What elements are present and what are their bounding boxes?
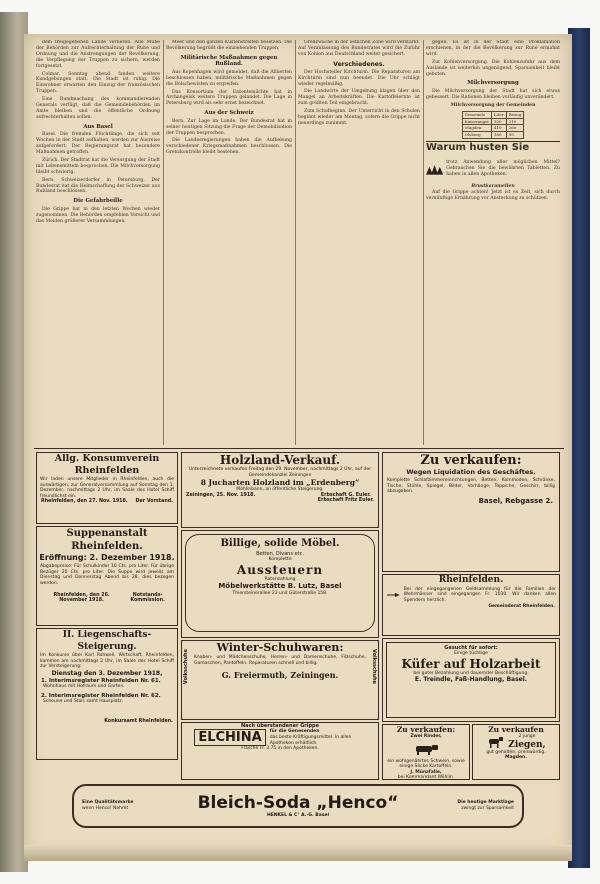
table-row — [462, 132, 524, 139]
ad-name: Magden. — [505, 755, 527, 761]
ad-date: Zeiningen, 25. Nov. 1918. — [186, 492, 256, 498]
ad-henco-banner — [72, 784, 524, 828]
ad-item: 1. Interimsregister Rheinfelden Nr. 61. — [41, 677, 161, 684]
table-cell: 320 — [491, 118, 506, 125]
ad-title: II. Liegenschafts-Steigerung. — [62, 630, 152, 652]
ad-item-text: Scheune und Stall, samt Hausplatz. — [43, 699, 124, 705]
ad-footer: bei Kommandant Wöhlin. — [397, 775, 455, 780]
ad-side-text: zwingt zur Sparsamkeit — [461, 806, 514, 811]
ad-text: Bei der eingegangenen Geldsammlung für die Familien der Wehrmänner sind eingegangen Fr. 1030. Wir danken allen Spendern herzlich. — [403, 586, 556, 603]
ad-liegenschafts-steigerung — [36, 628, 178, 760]
article-paragraph: Colmar. Sonntag abend fanden weitere Kundgebungen statt. Die Stadt ist ruhig. Die Einwohner erwarten den Einzug der französischen Truppen. — [36, 71, 160, 95]
ad-item-text: Wohnhaus mit Hofraum und Garten. — [43, 683, 125, 689]
table-cell: 410 — [491, 125, 506, 132]
ad-date: Dienstag den 3. Dezember 1918, — [51, 669, 163, 677]
ad-title: Rheinfelden. — [438, 575, 504, 585]
ad-item: 2. Interimsregister Rheinfelden Nr. 62. — [41, 693, 161, 700]
milk-table — [462, 111, 525, 140]
article-paragraph: gegen. Es ist in der Stadt eine Proklamation erschienen, in der die Bevölkerung zur Ruhe ermahnt wird. — [426, 40, 560, 57]
article-paragraph: dem freigegebenen Lande verlieren. Alle Mühe der Behörden zur Aufrechterhaltung der Ruhe und Ordnung und die Anstrengungen der Bevölkerung, die Verpflegung der Truppen zu sichern, werden fortgesetzt. — [36, 40, 160, 69]
article-paragraph: Zum Schulbeginn. Der Unterricht in den Schulen beginnt wieder am Montag, sofern die Grippe nicht neuerdings zunimmt. — [298, 109, 420, 126]
article-paragraph: Auf die Grippe achten! Jetzt ist es Zeit, sich durch vernünftige Ernährung vor Ansteckung zu schützen. — [426, 190, 560, 202]
ad-name: J. Münzfalle, — [410, 769, 442, 775]
ad-text: Abgabepreise: Für Schulkinder 10 Cts. pro Liter. Für übrige Bezüger 20 Cts. pro Liter. Die Suppe wird jeweils am Dienstag und Donnerstag Abend bis 28. dies bezogen werden. — [40, 564, 174, 586]
ad-headline: Gesucht für sofort: — [444, 645, 498, 651]
ad-holzland-verkauf — [181, 452, 379, 528]
article-paragraph: Grenzwache in der östlichen Zone wird verstärkt. Auf Veranlassung des Bundesrates wird die Zufuhr von Kohlen aus Deutschland weiter gesichert. — [298, 40, 420, 57]
ad-rinder — [382, 724, 470, 780]
ad-signature: Der Vorstand. — [135, 499, 173, 505]
ad-signature: Notstands-Kommission. — [130, 593, 165, 604]
table-header-cell: Gemeinde — [462, 111, 491, 118]
ad-text: gut gehalten, preiswürdig. — [486, 749, 546, 755]
ad-subtitle: Eröffnung: 2. Dezember 1918. — [39, 553, 175, 562]
ad-side-label: Volksschuhe — [371, 649, 377, 685]
table-header-cell: Liter — [491, 111, 506, 118]
ad-text: Wir laden unsere Mitglieder in Rheinfelden, auch die auswärtigen, zur Generalversammlung auf Sonntag den 1. Dezember, nachmittags 2 Uhr, im Saale des Hotel Schiff freundlichst ein. — [40, 477, 174, 499]
ad-line: Komplette — [268, 557, 292, 563]
article-paragraph: Aus Kopenhagen wird gemeldet, daß die Alliierten beschlossen haben, militärische Maßnahmen gegen die Bolschewisten zu ergreifen. — [166, 69, 292, 87]
table-row — [462, 125, 524, 132]
ad-headline: Nach überstandener Grippe — [240, 723, 320, 729]
table-cell: 95 — [506, 132, 524, 139]
ad-subhead: 2 junge — [518, 734, 536, 739]
ad-title: Allg. Konsumverein Rheinfelden — [54, 453, 160, 476]
ad-elchina — [181, 722, 379, 780]
column-rule — [163, 40, 164, 445]
ad-subtext: Möhlinbann, an öffentliche Steigerung. — [236, 487, 324, 493]
ad-side-text: wenn Henco! Nehmt — [82, 806, 129, 811]
ad-signature: Erbschaft Fritz Euler. — [317, 497, 374, 503]
ad-subtitle: Wegen Liquidation des Geschäftes. — [406, 468, 536, 476]
ad-signature: Konkursamt Rheinfelden. — [104, 718, 173, 724]
cough-ad-brand: Brustkaramellen — [471, 184, 515, 190]
ad-text: Komplette Schlafzimmereinrichtungen, Betten, Kommoden, Schränke, Tische, Stühle, Spiegel, Bilder, Vorhänge, Teppiche, Geschirr, billig abzugeben. — [387, 478, 555, 495]
ad-headline: Ziegen, — [508, 739, 546, 750]
cough-ad-text: trotz Anwendung aller möglichen Mittel? Gebrauchen Sie die bewährten Tabletten. Zu haben in allen Apotheken. — [446, 160, 560, 178]
ad-title: Winter-Schuhwaren: — [216, 641, 344, 654]
article-heading: Aus Basel — [83, 123, 113, 130]
ad-company: G. Freiermuth, Zeiningen. — [221, 670, 339, 681]
article-paragraph: Die Landesregierungen haben die Aufhebung verschiedener Kriegsmaßnahmen beschlossen. Die Grenzkontrolle bleibt bestehen. — [166, 138, 292, 156]
ad-signature: Gemeinderat Rheinfelden. — [488, 604, 555, 609]
ad-winter-schuhwaren — [181, 640, 379, 720]
brand-mountains-icon — [426, 154, 443, 184]
article-paragraph: Meer und den ganzen Küstenstreifen besetzen. Die Bevölkerung begrüßt die einziehenden Truppen. — [166, 40, 292, 51]
ad-text: Knaben- und Mädchenschuhe, Herren- und Damenschuhe, Filzschuhe, Gamaschen, Pantoffeln. Reparaturen schnell und billig. — [194, 655, 366, 666]
ad-title: Zu verkaufen: — [420, 453, 522, 468]
table-cell: 260 — [506, 125, 524, 132]
article-heading: Verschiedenes. — [333, 60, 385, 68]
table-cell: 180 — [491, 132, 506, 139]
table-cell: 210 — [506, 118, 524, 125]
table-row — [462, 118, 524, 125]
article-paragraph: Zürich. Der Stadtrat hat die Versorgung der Stadt mit Lebensmitteln besprochen. Die Milchversorgung bleibt schwierig. — [36, 157, 160, 175]
column-rule — [423, 40, 424, 445]
ad-line: Betten, Divans etc. — [256, 551, 304, 557]
article-heading: Die Gefahrbeille — [73, 198, 123, 205]
ad-rheinfelden-sammlung — [382, 574, 560, 636]
ad-side-text: Eine Qualitätsmarke — [82, 800, 134, 806]
pointing-hand-icon — [386, 586, 401, 604]
goat-icon — [486, 735, 506, 749]
ad-line: Ratenzahlung — [264, 576, 296, 582]
article-paragraph: Die Grippe hat in den letzten Wochen wieder zugenommen. Die Behörden empfehlen Vorsicht und das Meiden größerer Versammlungen. — [36, 206, 160, 224]
ad-title: Suppenanstalt Rheinfelden. — [66, 528, 148, 552]
ad-ziegen — [472, 724, 560, 780]
ad-subhead: für die Genesenden — [269, 729, 320, 735]
ad-title: Küfer auf Holzarbeit — [401, 656, 541, 671]
ad-subhead: Einige tüchtige — [454, 651, 488, 657]
ad-subhead: Zwei Rinder, — [410, 734, 442, 739]
ad-address: Basel, Rebgasse 2. — [478, 496, 553, 505]
ad-price: Flasche Fr. 3.75 in den Apotheken. — [241, 746, 319, 752]
table-cell: Olsberg — [462, 132, 491, 139]
ad-text: ein wohlgenährtes Schwein, sowie einige Säcke Kartoffeln. — [387, 758, 465, 770]
article-column-4 — [426, 40, 560, 445]
ad-signature: Erbschaft G. Euler. — [320, 492, 371, 498]
article-paragraph: Zur Kohlenversorgung. Die Kohlenzufuhr aus dem Auslande ist weiterhin ungenügend. Sparsamkeit bleibt geboten. — [426, 59, 560, 77]
ad-text: das beste Kräftigungsmittel. In allen Apotheken erhältlich. — [269, 734, 352, 746]
ad-side-label: Volksschuhe — [183, 649, 189, 685]
table-cell: Kaiseraugst — [462, 118, 491, 125]
ad-date: Rheinfelden, den 27. Nov. 1918. — [41, 499, 128, 505]
article-heading: Milchversorgung — [467, 80, 519, 87]
page-bottom-edge — [24, 845, 572, 861]
table-cell: Magden — [462, 125, 491, 132]
ad-headline: 8 Jucharten Holzland im „Erdenberg“ — [200, 478, 360, 488]
ad-title: Zu verkaufen: — [396, 725, 456, 734]
ad-title: Billige, solide Möbel. — [220, 538, 340, 549]
ad-suppenanstalt — [36, 526, 178, 626]
ad-brand: Bleich-Soda „Henco“ — [197, 793, 399, 814]
article-column-3 — [298, 40, 420, 445]
article-heading: Militärische Maßnahmen gegen Rußland. — [180, 54, 278, 68]
ad-text: bei guter Bezahlung und dauernder Beschäftigung. — [413, 670, 529, 676]
ad-title: Zu verkaufen — [488, 725, 544, 734]
article-paragraph: Der Hochsteiler Kirchturm. Die Reparaturen am Kirchturm sind nun beendet. Die Uhr schlägt wieder regelmäßig. — [298, 69, 420, 87]
table-title: Milchversorgung der Gemeinden — [450, 102, 536, 108]
ad-brand: ELCHINA — [194, 729, 265, 746]
ad-zu-verkaufen-liquidation — [382, 452, 560, 572]
table-row — [462, 111, 524, 118]
ad-company: E. Treindle, Faß-Handlung, Basel. — [414, 676, 528, 684]
ad-headline: Aussteuern — [236, 562, 324, 577]
ad-konsumverein — [36, 452, 178, 524]
ad-date: Rheinfelden, den 26. November 1918. — [53, 593, 110, 604]
ad-company: HENKEL & C° A.-G. Basel — [266, 813, 330, 819]
ad-text: Unterzeichnete verkaufen Freitag den 29. November, nachmittags 2 Uhr, auf der Gemeindekanzlei Zeiningen — [188, 467, 372, 478]
article-paragraph: Eine Rundmachung des kommandierenden Generals verfügt, daß die Gemeindebehörden im Amte bleiben und die öffentliche Ordnung aufrechterhalten sollen. — [36, 97, 160, 120]
cough-ad-title: Warum husten Sie — [426, 142, 530, 154]
ad-title: Holzland-Verkauf. — [219, 453, 341, 467]
ads-top-rule — [34, 448, 564, 449]
article-paragraph: Die Milchversorgung der Stadt hat sich etwas gebessert. Die Rationen bleiben vorläufig unverändert. — [426, 88, 560, 100]
article-paragraph: Die Landwirte der Umgebung klagen über den Mangel an Arbeitskräften. Die Kartoffelernte ist zum größten Teil eingebracht. — [298, 89, 420, 107]
ad-text: Im Konkurse über Karl Rohwell, Wirtschaft, Rheinfelden, kommen am nachmittags 2 Uhr, im Saale des Hotel Schiff zur Versteigerung: — [40, 653, 174, 670]
ad-moebel — [181, 530, 379, 638]
article-column-1 — [36, 40, 160, 445]
article-paragraph: Basel. Die fremden Flüchtlinge, die sich seit Wochen in der Stadt aufhalten, werden zur Ausreise aufgefordert. Der Regierungsrat hat besondere Maßnahmen getroffen. — [36, 132, 160, 155]
article-heading: Aus der Schweiz — [204, 110, 254, 117]
column-rule — [295, 40, 296, 445]
cow-icon — [412, 743, 440, 755]
article-paragraph: Bern. Zur Lage im Lande. Der Bundesrat hat in seiner heutigen Sitzung die Frage der Demobilisation der Truppen besprochen. — [166, 118, 292, 136]
article-paragraph: Das Konsortium der Ententemächte hat in Archangelsk weitere Truppen gelandet. Die Lage in Petersburg wird als sehr ernst bezeichnet. — [166, 89, 292, 107]
ad-side-text: Die heutige Marktlage — [457, 800, 514, 806]
ad-company: Möbelwerkstätte B. Lutz, Basel — [218, 582, 342, 591]
ad-kuefer-gesucht — [382, 638, 560, 722]
article-paragraph: Bern. Schweizerdorfer in Petersburg. Der Bundesrat hat die Heimschaffung der Schweizer aus Rußland beschlossen. — [36, 177, 160, 195]
article-column-2 — [166, 40, 292, 445]
table-header-cell: Bezug — [506, 111, 524, 118]
ad-address: Thiersteinerallee 23 und Güterstraße 158. — [232, 591, 328, 597]
